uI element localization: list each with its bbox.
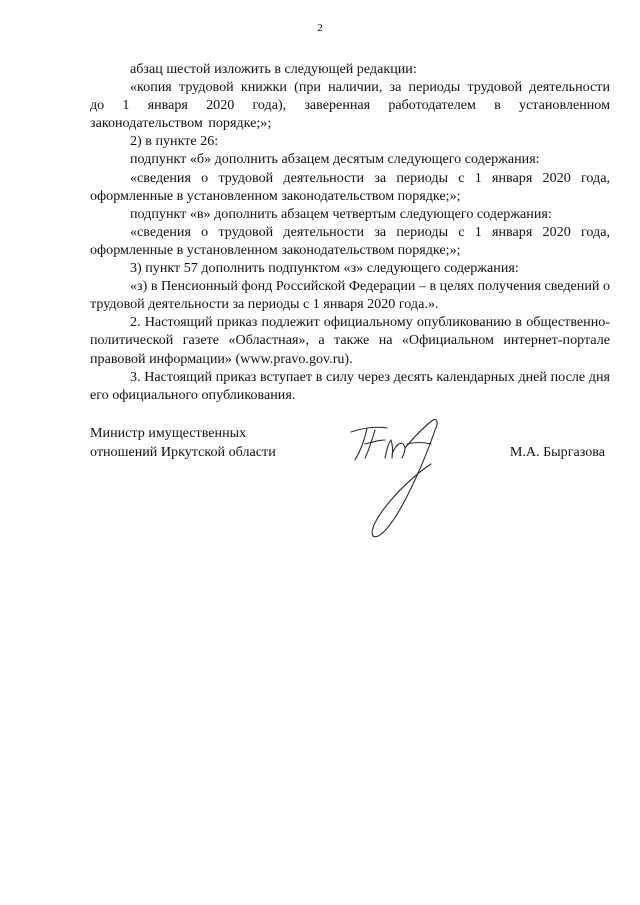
signer-title-line-2: отношений Иркутской области	[90, 443, 276, 460]
paragraph-quote-work-book: «копия трудовой книжки (при наличии, за периоды трудовой деятельности до 1 января 2020 года), заверенная работодателем в установленном законодательством порядке;»;	[90, 79, 610, 132]
paragraph-subitem-b: подпункт «б» дополнить абзацем десятым следующего содержания:	[130, 151, 540, 168]
signer-name: М.А. Быргазова	[509, 443, 605, 460]
paragraph-quote-z: «з) в Пенсионный фонд Российской Федерации – в целях получения сведений о трудовой деятельности за периоды с 1 января 2020 года.».	[90, 278, 610, 313]
signer-title	[90, 424, 276, 461]
paragraph-intro: абзац шестой изложить в следующей редакции:	[130, 61, 417, 77]
signer-title-line-1: Министр имущественных	[90, 425, 247, 441]
paragraph-publication: 2. Настоящий приказ подлежит официальному опубликованию в общественно-политической газете «Областная», а также на «Официальном интернет-портале правовой информации» (www.pravo.gov.ru).	[90, 314, 610, 367]
paragraph-quote-b: «сведения о трудовой деятельности за периоды с 1 января 2020 года, оформленные в установленном законодательством порядке;»;	[90, 169, 610, 204]
paragraph-subitem-v: подпункт «в» дополнить абзацем четвертым следующего содержания:	[130, 205, 552, 222]
paragraph-item-57: 3) пункт 57 дополнить подпунктом «з» следующего содержания:	[130, 260, 519, 277]
document-body	[90, 60, 610, 404]
paragraph-quote-v: «сведения о трудовой деятельности за периоды с 1 января 2020 года, оформленные в установленном законодательством порядке;»;	[90, 223, 610, 258]
paragraph-item-26: 2) в пункте 26:	[130, 133, 219, 150]
handwritten-signature	[345, 418, 455, 553]
paragraph-entry-into-force: 3. Настоящий приказ вступает в силу через десять календарных дней после дня его официального опубликования.	[90, 368, 610, 403]
signature-block	[0, 418, 640, 558]
page-number: 2	[317, 22, 323, 34]
